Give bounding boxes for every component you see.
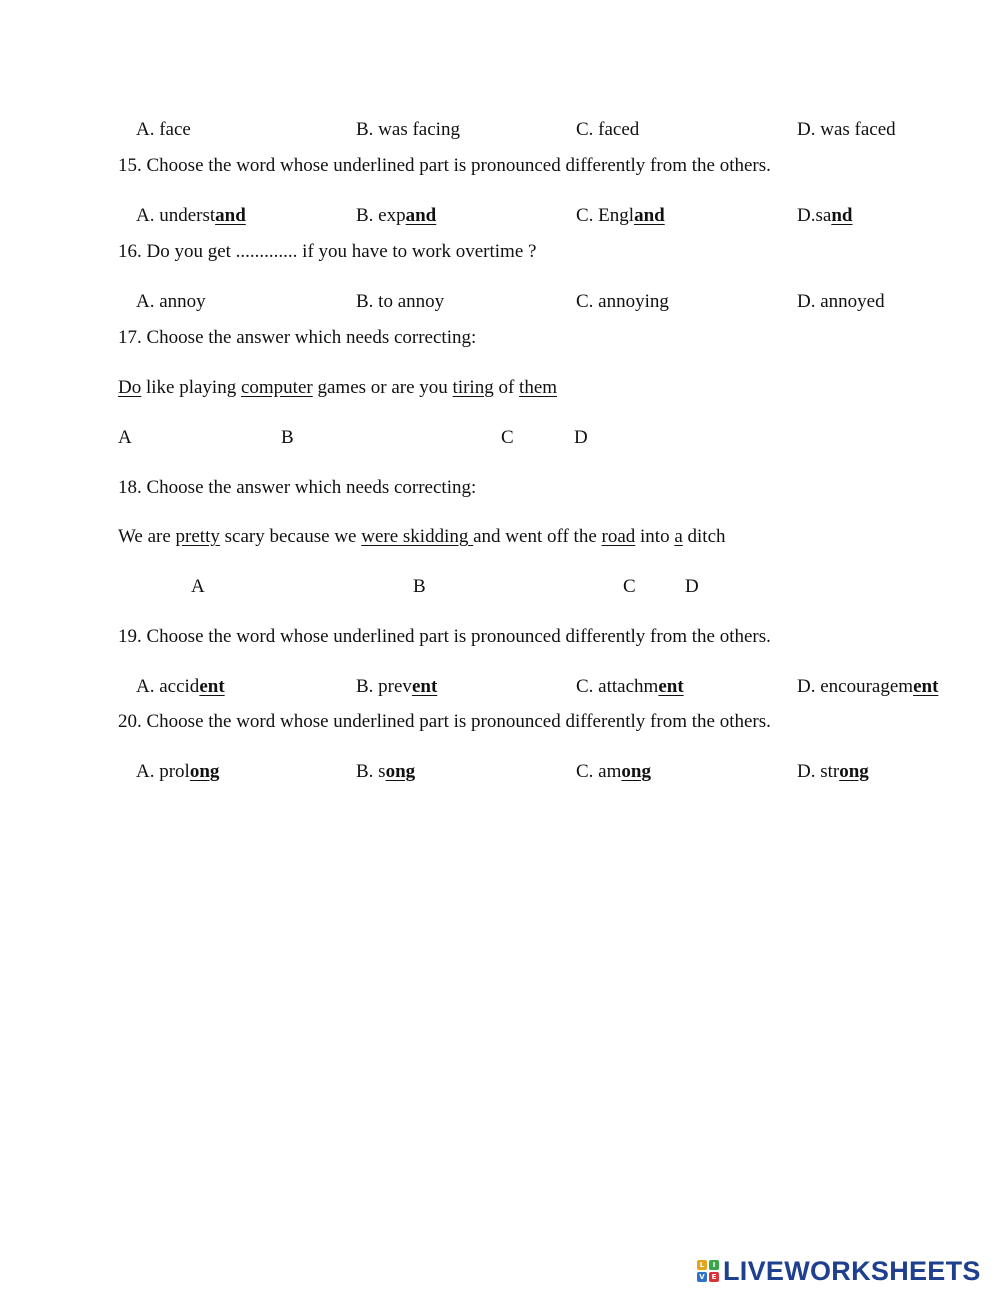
q19-d-underlined: ent [913, 676, 939, 697]
q18-text-3: into [635, 526, 675, 547]
q18-part-c[interactable]: road [601, 526, 636, 547]
q17-stem: 17. Choose the answer which needs correcting: [118, 327, 477, 348]
q16-stem: 16. Do you get ............. if you have to work overtime ? [118, 241, 537, 262]
q20-option-d[interactable] [797, 760, 869, 784]
logo-tile-i: I [709, 1260, 719, 1270]
q17-part-c[interactable]: tiring [452, 377, 494, 398]
q20-a-underlined: ong [189, 761, 220, 782]
q20-d-text: D. str [797, 761, 840, 782]
q18-sentence [118, 525, 726, 549]
q17-text-2: games or are you [312, 377, 453, 398]
q16-option-a[interactable]: A. annoy [136, 291, 206, 312]
q19-b-underlined: ent [411, 676, 438, 697]
q17-label-a[interactable]: A [118, 427, 132, 448]
q19-a-text: A. accid [136, 676, 200, 697]
q19-option-a[interactable] [136, 675, 225, 699]
q20-option-a[interactable] [136, 760, 219, 784]
q19-c-text: C. attachm [576, 676, 659, 697]
q15-d-text: D.sa [797, 205, 832, 226]
q18-part-a[interactable]: pretty [175, 526, 220, 547]
q15-a-text: A. underst [136, 205, 216, 226]
q20-option-c[interactable] [576, 760, 651, 784]
q17-part-d[interactable]: them [519, 377, 558, 398]
q16-option-b[interactable]: B. to annoy [356, 291, 445, 312]
q20-stem: 20. Choose the word whose underlined part is pronounced differently from the others. [118, 711, 771, 732]
q20-b-underlined: ong [385, 761, 416, 782]
q17-label-c[interactable]: C [501, 427, 514, 448]
q19-option-b[interactable] [356, 675, 437, 699]
q17-sentence [118, 376, 557, 400]
q14-option-b[interactable]: B. was facing [356, 119, 460, 140]
q19-option-d[interactable] [797, 675, 938, 699]
liveworksheets-logo [697, 1256, 981, 1286]
q18-text-1: scary because we [219, 526, 362, 547]
q15-c-underlined: and [634, 205, 665, 226]
q18-label-c[interactable]: C [623, 576, 636, 597]
logo-tiles-icon [697, 1260, 719, 1282]
q18-stem: 18. Choose the answer which needs correcting: [118, 477, 477, 498]
q19-a-underlined: ent [199, 676, 225, 697]
q20-c-text: C. am [576, 761, 622, 782]
q19-b-text: B. prev [356, 676, 412, 697]
q20-b-text: B. s [356, 761, 386, 782]
q20-c-underlined: ong [621, 761, 651, 782]
q17-label-d[interactable]: D [574, 427, 588, 448]
q17-part-a[interactable]: Do [118, 377, 142, 398]
q14-option-c[interactable]: C. faced [576, 119, 640, 140]
q15-b-underlined: and [405, 205, 437, 226]
q15-option-b[interactable] [356, 204, 436, 228]
q15-option-d[interactable] [797, 204, 852, 228]
q17-text-3: of [493, 377, 520, 398]
q18-label-a[interactable]: A [191, 576, 205, 597]
q15-b-text: B. exp [356, 205, 406, 226]
q20-a-text: A. prol [136, 761, 190, 782]
q18-text-4: ditch [682, 526, 726, 547]
q19-c-underlined: ent [658, 676, 684, 697]
q16-option-c[interactable]: C. annoying [576, 291, 669, 312]
q15-option-c[interactable] [576, 204, 665, 228]
q15-option-a[interactable] [136, 204, 246, 228]
logo-text: LIVEWORKSHEETS [723, 1255, 981, 1286]
q19-d-text: D. encouragem [797, 676, 914, 697]
q19-option-c[interactable] [576, 675, 684, 699]
q15-d-underlined: nd [831, 205, 853, 226]
q14-option-a[interactable]: A. face [136, 119, 191, 140]
q19-stem: 19. Choose the word whose underlined part is pronounced differently from the others. [118, 626, 771, 647]
q20-option-b[interactable] [356, 760, 415, 784]
q18-text-0: We are [118, 526, 176, 547]
q18-label-b[interactable]: B [413, 576, 426, 597]
q18-text-2: and went off the [473, 526, 602, 547]
q15-stem: 15. Choose the word whose underlined part is pronounced differently from the others. [118, 155, 771, 176]
q17-text-1: like playing [141, 377, 241, 398]
q18-part-d[interactable]: a [674, 526, 683, 547]
q17-part-b[interactable]: computer [240, 377, 313, 398]
q14-option-d[interactable]: D. was faced [797, 119, 896, 140]
q20-d-underlined: ong [839, 761, 869, 782]
q15-c-text: C. Engl [576, 205, 635, 226]
logo-tile-l: L [697, 1260, 707, 1270]
q17-label-b[interactable]: B [281, 427, 294, 448]
q16-option-d[interactable]: D. annoyed [797, 291, 885, 312]
q15-a-underlined: and [215, 205, 246, 226]
logo-tile-v: V [697, 1272, 707, 1282]
logo-tile-e: E [709, 1272, 719, 1282]
q18-part-b[interactable]: were skidding [361, 526, 474, 547]
q18-label-d[interactable]: D [685, 576, 699, 597]
